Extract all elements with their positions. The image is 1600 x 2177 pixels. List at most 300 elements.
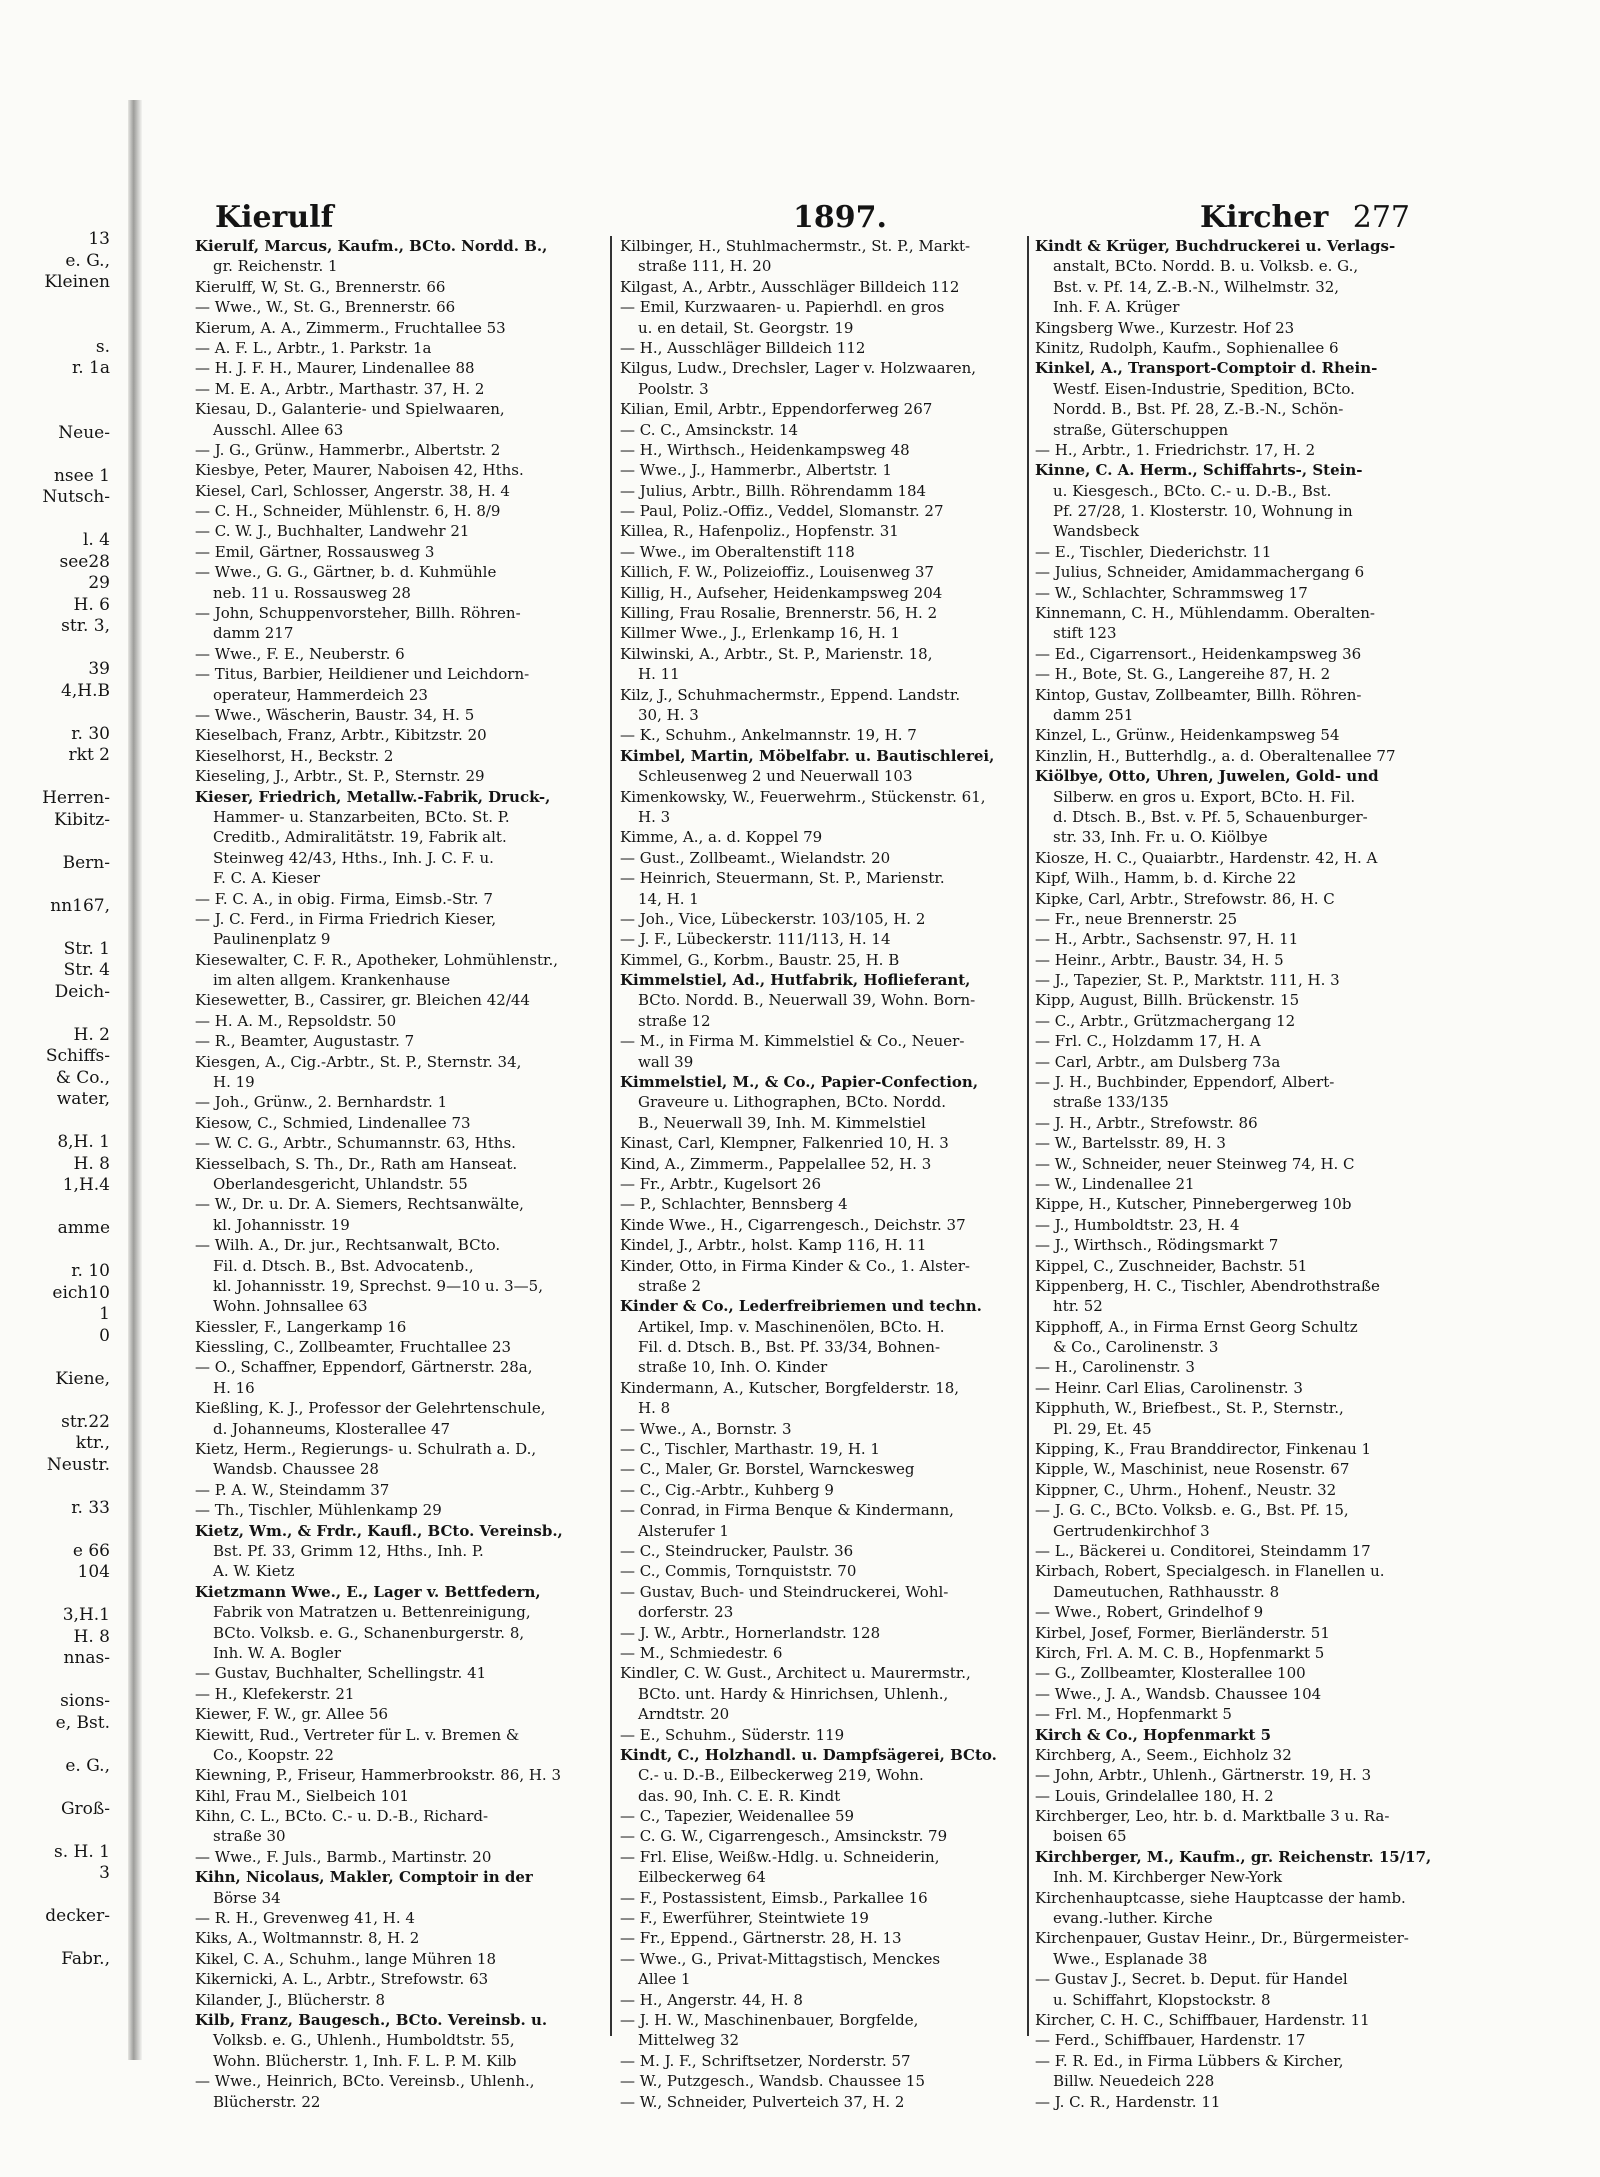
directory-entry: Kiessler, F., Langerkamp 16	[195, 1317, 407, 1336]
previous-page-line: decker-	[45, 1906, 110, 1926]
directory-entry: — Wilh. A., Dr. jur., Rechtsanwalt, BCto.	[195, 1236, 501, 1255]
entry-continuation: Nordd. B., Bst. Pf. 28, Z.-B.-N., Schön-	[1053, 400, 1344, 419]
previous-page-line: Str. 4	[63, 960, 110, 980]
previous-page-line: str. 3,	[61, 616, 110, 636]
directory-entry: Kinne, C. A. Herm., Schiffahrts-, Stein-	[1035, 461, 1363, 480]
header-last-entry: Kircher	[1200, 200, 1329, 235]
previous-page-line: rkt 2	[68, 745, 110, 765]
directory-entry: Kirbach, Robert, Specialgesch. in Flanellen u.	[1035, 1562, 1385, 1581]
directory-entry: Kiks, A., Woltmannstr. 8, H. 2	[195, 1929, 420, 1948]
directory-entry: — H. J. F. H., Maurer, Lindenallee 88	[195, 359, 475, 378]
directory-entry: Kietz, Wm., & Frdr., Kaufl., BCto. Vereinsb.,	[195, 1521, 563, 1540]
directory-entry: — J. W., Arbtr., Hornerlandstr. 128	[620, 1623, 881, 1642]
directory-entry: — H., Wirthsch., Heidenkampsweg 48	[620, 440, 910, 459]
previous-page-line: Herren-	[42, 788, 110, 808]
entry-continuation: Fabrik von Matratzen u. Bettenreinigung,	[213, 1603, 531, 1622]
entry-continuation: H. 3	[638, 807, 671, 826]
entry-continuation: Poolstr. 3	[638, 379, 709, 398]
entry-continuation: Graveure u. Lithographen, BCto. Nordd.	[638, 1093, 947, 1112]
previous-page-line: s.	[95, 336, 110, 357]
entry-list	[620, 236, 1024, 2112]
directory-entry: Kindler, C. W. Gust., Architect u. Maurermstr.,	[620, 1664, 971, 1683]
entry-continuation: operateur, Hammerdeich 23	[213, 685, 428, 704]
directory-entry: — J., Tapezier, St. P., Marktstr. 111, H. 3	[1035, 971, 1340, 990]
page-header	[215, 200, 1410, 240]
directory-entry: Kimmel, G., Korbm., Baustr. 25, H. B	[620, 950, 900, 969]
directory-entry: — F., Postassistent, Eimsb., Parkallee 16	[620, 1888, 928, 1907]
entry-continuation: straße 133/135	[1053, 1093, 1169, 1112]
entry-continuation: Bst. Pf. 33, Grimm 12, Hths., Inh. P.	[213, 1542, 484, 1560]
directory-entry: — Ferd., Schiffbauer, Hardenstr. 17	[1035, 2031, 1306, 2050]
directory-entry: — Joh., Vice, Lübeckerstr. 103/105, H. 2	[620, 909, 926, 928]
directory-entry: — M. J. F., Schriftsetzer, Norderstr. 57	[620, 2051, 911, 2070]
previous-page-line: Bern-	[62, 852, 110, 873]
entry-continuation: F. C. A. Kieser	[213, 869, 321, 888]
page-number: 277	[1352, 200, 1410, 235]
entry-continuation: kl. Johannisstr. 19	[213, 1215, 350, 1234]
directory-entry: — Wwe., A., Bornstr. 3	[620, 1419, 792, 1438]
previous-page-line: r. 30	[71, 723, 110, 744]
directory-entry: Kirbel, Josef, Former, Bierländerstr. 51	[1035, 1623, 1330, 1642]
directory-entry: Kippe, H., Kutscher, Pinnebergerweg 10b	[1035, 1195, 1352, 1214]
previous-page-line: Nutsch-	[42, 487, 110, 507]
directory-entry: Kihn, Nicolaus, Makler, Comptoir in der	[195, 1868, 533, 1887]
previous-page-line: 3	[99, 1863, 110, 1883]
directory-entry: Kiosze, H. C., Quaiarbtr., Hardenstr. 42, H. A	[1035, 848, 1378, 867]
entry-continuation: Blücherstr. 22	[213, 2092, 321, 2111]
previous-page-line: 4,H.B	[61, 680, 110, 701]
entry-continuation: Wandsbeck	[1053, 522, 1139, 541]
previous-page-line: s. H. 1	[54, 1841, 110, 1862]
previous-page-line: Kleinen	[44, 272, 110, 292]
directory-entry: Kippenberg, H. C., Tischler, Abendrothstraße	[1035, 1276, 1380, 1295]
directory-entry: Kieseling, J., Arbtr., St. P., Sternstr. 29	[195, 767, 485, 786]
directory-entry: Kilian, Emil, Arbtr., Eppendorferweg 267	[620, 400, 933, 419]
directory-entry: — P. A. W., Steindamm 37	[195, 1480, 390, 1499]
entry-continuation: im alten allgem. Krankenhause	[213, 971, 451, 990]
previous-page-line: Neustr.	[46, 1454, 110, 1475]
directory-entry: — W., Lindenallee 21	[1035, 1174, 1195, 1193]
previous-page-line: 104	[77, 1562, 110, 1582]
directory-entry: — Emil, Gärtner, Rossausweg 3	[195, 542, 435, 561]
entry-continuation: H. 11	[638, 665, 680, 684]
directory-entry: — J. H., Arbtr., Strefowstr. 86	[1035, 1113, 1258, 1132]
directory-entry: — Wwe., G. G., Gärtner, b. d. Kuhmühle	[195, 563, 497, 582]
header-first-entry: Kierulf	[215, 200, 334, 235]
entry-continuation: Dameutuchen, Rathhausstr. 8	[1053, 1582, 1280, 1601]
entry-continuation: Steinweg 42/43, Hths., Inh. J. C. F. u.	[213, 848, 494, 867]
directory-entry: — W., Putzgesch., Wandsb. Chaussee 15	[620, 2072, 925, 2091]
entry-continuation: Billw. Neuedeich 228	[1053, 2072, 1215, 2091]
directory-entry: — A. F. L., Arbtr., 1. Parkstr. 1a	[195, 338, 432, 357]
previous-page-line: see28	[59, 551, 110, 572]
directory-entry: — Gustav, Buch- und Steindruckerei, Wohl-	[620, 1582, 949, 1601]
previous-page-line: e, Bst.	[55, 1712, 110, 1733]
directory-entry: — W., Bartelsstr. 89, H. 3	[1035, 1134, 1226, 1153]
previous-page-line: Neue-	[58, 422, 110, 443]
directory-entry: — J. H., Buchbinder, Eppendorf, Albert-	[1035, 1073, 1335, 1092]
directory-entry: Kilgus, Ludw., Drechsler, Lager v. Holzwaaren,	[620, 359, 977, 378]
directory-entry: — Wwe., F. E., Neuberstr. 6	[195, 644, 405, 663]
entry-continuation: d. Johanneums, Klosterallee 47	[213, 1419, 451, 1438]
column-3	[1035, 236, 1440, 2111]
previous-page-line: Kibitz-	[54, 809, 110, 830]
directory-entry: — C., Arbtr., Grützmachergang 12	[1035, 1011, 1296, 1030]
directory-entry: Kircher, C. H. C., Schiffbauer, Hardenstr. 11	[1035, 2010, 1370, 2029]
directory-entry: Kimmelstiel, M., & Co., Papier-Confection,	[620, 1073, 979, 1092]
directory-entry: — H., Angerstr. 44, H. 8	[620, 1990, 803, 2009]
entry-continuation: gr. Reichenstr. 1	[213, 257, 338, 276]
directory-entry: Killing, Frau Rosalie, Brennerstr. 56, H. 2	[620, 604, 938, 623]
directory-entry: — Titus, Barbier, Heildiener und Leichdorn-	[195, 665, 530, 684]
directory-entry: — C. G. W., Cigarrengesch., Amsinckstr. 79	[620, 1827, 948, 1846]
directory-entry: — H., Ausschläger Billdeich 112	[620, 338, 866, 357]
directory-entry: Kietzmann Wwe., E., Lager v. Bettfedern,	[195, 1582, 541, 1601]
column-divider	[1027, 236, 1029, 2036]
directory-entry: — C. W. J., Buchhalter, Landwehr 21	[195, 522, 470, 541]
directory-entry: Kirch & Co., Hopfenmarkt 5	[1035, 1725, 1272, 1744]
directory-entry: — Gust., Zollbeamt., Wielandstr. 20	[620, 848, 891, 867]
directory-entry: Kimenkowsky, W., Feuerwehrm., Stückenstr. 61,	[620, 787, 986, 806]
directory-entry: Kimbel, Martin, Möbelfabr. u. Bautischlerei,	[620, 746, 995, 765]
entry-continuation: Wandsb. Chaussee 28	[213, 1460, 379, 1479]
directory-entry: — F., Ewerführer, Steintwiete 19	[620, 1909, 869, 1928]
entry-continuation: BCto. Nordd. B., Neuerwall 39, Wohn. Born-	[638, 991, 976, 1010]
directory-entry: Kinder, Otto, in Firma Kinder & Co., 1. Alster-	[620, 1256, 970, 1275]
entry-continuation: H. 8	[638, 1399, 671, 1418]
directory-entry: — J., Humboldtstr. 23, H. 4	[1035, 1215, 1240, 1234]
directory-entry: Kießling, K. J., Professor der Gelehrtenschule,	[195, 1399, 546, 1418]
directory-entry: Kirchberg, A., Seem., Eichholz 32	[1035, 1745, 1292, 1764]
directory-entry: Kipf, Wilh., Hamm, b. d. Kirche 22	[1035, 869, 1297, 888]
directory-entry: Kilwinski, A., Arbtr., St. P., Marienstr. 18,	[620, 644, 933, 663]
directory-entry: — E., Schuhm., Süderstr. 119	[620, 1725, 845, 1744]
directory-entry: — Wwe., F. Juls., Barmb., Martinstr. 20	[195, 1847, 492, 1866]
entry-continuation: Westf. Eisen-Industrie, Spedition, BCto.	[1053, 379, 1355, 398]
entry-continuation: anstalt, BCto. Nordd. B. u. Volksb. e. G.,	[1053, 257, 1359, 276]
entry-continuation: Pl. 29, Et. 45	[1053, 1419, 1152, 1438]
directory-entry: Kikel, C. A., Schuhm., lange Mühren 18	[195, 1949, 496, 1968]
entry-continuation: Inh. M. Kirchberger New-York	[1053, 1868, 1283, 1887]
directory-entry: Kindt, C., Holzhandl. u. Dampfsägerei, BCto.	[620, 1745, 997, 1764]
directory-entry: — Wwe., im Oberaltenstift 118	[620, 542, 855, 561]
directory-entry: — W. C. G., Arbtr., Schumannstr. 63, Hths.	[195, 1134, 516, 1153]
entry-continuation: H. 16	[213, 1378, 255, 1397]
directory-entry: — Fr., Eppend., Gärtnerstr. 28, H. 13	[620, 1929, 902, 1948]
previous-page-line: r. 10	[71, 1261, 110, 1281]
entry-continuation: htr. 52	[1053, 1297, 1103, 1316]
entry-continuation: straße 10, Inh. O. Kinder	[638, 1358, 828, 1377]
directory-entry: — Paul, Poliz.-Offiz., Veddel, Slomanstr. 27	[620, 502, 944, 521]
directory-entry: — H. A. M., Repsoldstr. 50	[195, 1011, 397, 1030]
directory-entry: — H., Arbtr., Sachsenstr. 97, H. 11	[1035, 930, 1299, 949]
directory-entry: — C., Steindrucker, Paulstr. 36	[620, 1542, 854, 1560]
entry-continuation: Paulinenplatz 9	[213, 930, 331, 949]
directory-entry: — Heinr., Arbtr., Baustr. 34, H. 5	[1035, 950, 1284, 969]
entry-continuation: Wwe., Esplanade 38	[1053, 1949, 1208, 1968]
previous-page-edge	[0, 110, 128, 2040]
entry-continuation: wall 39	[638, 1052, 694, 1071]
entry-continuation: Inh. W. A. Bogler	[213, 1643, 341, 1662]
entry-continuation: Börse 34	[213, 1888, 281, 1907]
directory-entry: — C. C., Amsinckstr. 14	[620, 420, 799, 439]
previous-page-line: str.22	[61, 1411, 110, 1432]
directory-entry: Kipke, Carl, Arbtr., Strefowstr. 86, H. C	[1035, 889, 1335, 908]
entry-continuation: u. Kiesgesch., BCto. C.- u. D.-B., Bst.	[1053, 481, 1332, 500]
directory-entry: — Wwe., Robert, Grindelhof 9	[1035, 1603, 1264, 1622]
previous-page-line: r. 33	[71, 1497, 110, 1518]
entry-continuation: damm 217	[213, 624, 294, 643]
previous-page-line: nn167,	[50, 895, 110, 916]
directory-entry: — Frl. M., Hopfenmarkt 5	[1035, 1705, 1232, 1724]
column-divider	[610, 236, 612, 2036]
previous-page-line: sions-	[60, 1691, 110, 1711]
previous-page-line: nnas-	[63, 1648, 110, 1668]
directory-entry: — H., Bote, St. G., Langereihe 87, H. 2	[1035, 665, 1331, 684]
directory-entry: — Wwe., J., Hammerbr., Albertstr. 1	[620, 461, 892, 480]
entry-continuation: stift 123	[1053, 624, 1117, 643]
directory-entry: Killig, H., Aufseher, Heidenkampsweg 204	[620, 583, 943, 602]
directory-entry: Kinzel, L., Grünw., Heidenkampsweg 54	[1035, 726, 1340, 745]
directory-entry: — W., Schneider, Pulverteich 37, H. 2	[620, 2092, 905, 2111]
entry-continuation: Allee 1	[638, 1970, 691, 1989]
entry-continuation: Eilbeckerweg 64	[638, 1868, 766, 1887]
directory-entry: — J., Wirthsch., Rödingsmarkt 7	[1035, 1236, 1279, 1255]
directory-entry: — Carl, Arbtr., am Dulsberg 73a	[1035, 1052, 1281, 1071]
directory-entry: Kindermann, A., Kutscher, Borgfelderstr. 18,	[620, 1378, 960, 1397]
directory-entry: Kilgast, A., Arbtr., Ausschläger Billdeich 112	[620, 277, 960, 296]
directory-entry: Kimme, A., a. d. Koppel 79	[620, 828, 823, 847]
directory-entry: Kierulf, Marcus, Kaufm., BCto. Nordd. B.,	[195, 237, 548, 255]
entry-continuation: A. W. Kietz	[213, 1562, 295, 1581]
entry-list	[1035, 236, 1440, 2112]
directory-entry: Kieser, Friedrich, Metallw.-Fabrik, Druck-,	[195, 787, 551, 806]
previous-page-line: H. 6	[73, 594, 110, 615]
previous-page-line: 1	[99, 1304, 110, 1324]
directory-entry: Kimmelstiel, Ad., Hutfabrik, Hoflieferant,	[620, 971, 971, 990]
previous-page-line: ktr.,	[75, 1433, 110, 1453]
directory-entry: Kiesbye, Peter, Maurer, Naboisen 42, Hths.	[195, 461, 524, 480]
entry-continuation: u. Schiffahrt, Klopstockstr. 8	[1053, 1990, 1271, 2009]
previous-page-line: e 66	[72, 1540, 110, 1561]
previous-page-line: H. 8	[73, 1626, 110, 1647]
entry-continuation: Artikel, Imp. v. Maschinenölen, BCto. H.	[638, 1317, 945, 1336]
directory-entry: — F. C. A., in obig. Firma, Eimsb.-Str. 7	[195, 889, 493, 908]
directory-entry: Kieselbach, Franz, Arbtr., Kibitzstr. 20	[195, 726, 487, 745]
entry-continuation: neb. 11 u. Rossausweg 28	[213, 583, 411, 602]
entry-list	[195, 236, 603, 2112]
entry-continuation: d. Dtsch. B., Bst. v. Pf. 5, Schauenburger-	[1053, 807, 1368, 826]
directory-entry: — Heinrich, Steuermann, St. P., Marienstr.	[620, 869, 945, 888]
directory-entry: — H., Carolinenstr. 3	[1035, 1358, 1195, 1377]
entry-continuation: straße 30	[213, 1827, 286, 1846]
directory-entry: Kirchenpauer, Gustav Heinr., Dr., Bürgermeister-	[1035, 1929, 1409, 1948]
entry-continuation: evang.-luther. Kirche	[1053, 1909, 1213, 1928]
entry-continuation: Co., Koopstr. 22	[213, 1745, 334, 1764]
entry-continuation: dorferstr. 23	[638, 1603, 734, 1622]
entry-continuation: Volksb. e. G., Uhlenh., Humboldtstr. 55,	[213, 2031, 515, 2050]
directory-entry: Kiesel, Carl, Schlosser, Angerstr. 38, H. 4	[195, 481, 510, 500]
directory-entry: Kinast, Carl, Klempner, Falkenried 10, H. 3	[620, 1134, 949, 1153]
directory-entry: — J. F., Lübeckerstr. 111/113, H. 14	[620, 930, 891, 949]
directory-entry: Killich, F. W., Polizeioffiz., Louisenweg 37	[620, 563, 934, 582]
entry-continuation: Mittelweg 32	[638, 2031, 740, 2050]
entry-continuation: Alsterufer 1	[638, 1521, 729, 1540]
directory-entry: — H., Klefekerstr. 21	[195, 1684, 355, 1703]
entry-continuation: Hammer- u. Stanzarbeiten, BCto. St. P.	[213, 807, 510, 826]
directory-entry: — R. H., Grevenweg 41, H. 4	[195, 1909, 415, 1928]
directory-entry: — Conrad, in Firma Benque & Kindermann,	[620, 1501, 954, 1520]
previous-page-line: nsee 1	[53, 465, 110, 486]
directory-entry: — E., Tischler, Diederichstr. 11	[1035, 542, 1272, 561]
directory-entry: Kiessling, C., Zollbeamter, Fruchtallee 23	[195, 1338, 512, 1357]
directory-entry: Kingsberg Wwe., Kurzestr. Hof 23	[1035, 318, 1295, 337]
directory-entry: — Wwe., Wäscherin, Baustr. 34, H. 5	[195, 705, 475, 724]
directory-entry: Kihn, C. L., BCto. C.- u. D.-B., Richard-	[195, 1807, 489, 1826]
previous-page-line: l. 4	[82, 530, 110, 550]
entry-continuation: Fil. d. Dtsch. B., Bst. Advocatenb.,	[213, 1256, 474, 1275]
directory-entry: Kirch, Frl. A. M. C. B., Hopfenmarkt 5	[1035, 1643, 1325, 1662]
directory-entry: — R., Beamter, Augustastr. 7	[195, 1032, 415, 1051]
directory-entry: Kilz, J., Schuhmachermstr., Eppend. Landstr.	[620, 685, 961, 704]
directory-entry: Kikernicki, A. L., Arbtr., Strefowstr. 63	[195, 1970, 489, 1989]
directory-entry: Killmer Wwe., J., Erlenkamp 16, H. 1	[620, 624, 901, 643]
directory-entry: Kiesewetter, B., Cassirer, gr. Bleichen 42/44	[195, 991, 530, 1010]
previous-page-line: e. G.,	[65, 1755, 110, 1776]
entry-continuation: straße 111, H. 20	[638, 257, 772, 276]
directory-entry: — J. G., Grünw., Hammerbr., Albertstr. 2	[195, 440, 501, 459]
entry-continuation: das. 90, Inh. C. E. R. Kindt	[638, 1786, 841, 1805]
previous-page-line: eich10	[52, 1282, 110, 1303]
entry-continuation: Arndtstr. 20	[638, 1705, 730, 1724]
previous-page-line: 8,H. 1	[57, 1132, 110, 1152]
directory-entry: Kinitz, Rudolph, Kaufm., Sophienallee 6	[1035, 338, 1339, 357]
directory-entry: Kintop, Gustav, Zollbeamter, Billh. Röhren-	[1035, 685, 1362, 704]
directory-entry: — Louis, Grindelallee 180, H. 2	[1035, 1786, 1274, 1805]
directory-entry: — W., Schlachter, Schrammsweg 17	[1035, 583, 1308, 602]
book-gutter	[128, 100, 142, 2060]
entry-continuation: Ausschl. Allee 63	[213, 420, 344, 439]
previous-page-line: 39	[88, 659, 110, 679]
directory-entry: — K., Schuhm., Ankelmannstr. 19, H. 7	[620, 726, 917, 745]
directory-entry: Kihl, Frau M., Sielbeich 101	[195, 1786, 410, 1805]
directory-entry: — W., Dr. u. Dr. A. Siemers, Rechtsanwälte,	[195, 1195, 524, 1214]
entry-continuation: u. en detail, St. Georgstr. 19	[638, 318, 854, 337]
entry-continuation: H. 19	[213, 1073, 255, 1092]
previous-page-line: water,	[56, 1089, 110, 1109]
directory-entry: Kinnemann, C. H., Mühlendamm. Oberalten-	[1035, 604, 1375, 623]
previous-page-line: 3,H.1	[62, 1605, 110, 1625]
directory-entry: — J. C. R., Hardenstr. 11	[1035, 2092, 1221, 2111]
entry-continuation: Schleusenweg 2 und Neuerwall 103	[638, 767, 913, 786]
entry-continuation: Fil. d. Dtsch. B., Bst. Pf. 33/34, Bohnen-	[638, 1338, 941, 1357]
previous-page-line: Str. 1	[63, 938, 110, 959]
entry-continuation: straße 2	[638, 1276, 702, 1295]
directory-entry: Kinkel, A., Transport-Comptoir d. Rhein-	[1035, 359, 1378, 378]
directory-entry: Kipphoff, A., in Firma Ernst Georg Schultz	[1035, 1317, 1358, 1336]
entry-continuation: boisen 65	[1053, 1827, 1127, 1846]
directory-entry: Kierum, A. A., Zimmerm., Fruchtallee 53	[195, 318, 506, 337]
directory-entry: Kippner, C., Uhrm., Hohenf., Neustr. 32	[1035, 1480, 1337, 1499]
directory-entry: Kinzlin, H., Butterhdlg., a. d. Oberaltenallee 77	[1035, 746, 1396, 765]
header-year: 1897.	[793, 200, 887, 235]
directory-entry: — M., in Firma M. Kimmelstiel & Co., Neuer-	[620, 1032, 965, 1051]
previous-page-line: 13	[88, 229, 110, 249]
directory-entry: Kiewer, F. W., gr. Allee 56	[195, 1705, 389, 1724]
directory-entry: Kindt & Krüger, Buchdruckerei u. Verlags-	[1035, 237, 1396, 255]
previous-page-line: 29	[88, 573, 110, 593]
directory-entry: Kierulff, W, St. G., Brennerstr. 66	[195, 277, 446, 296]
entry-continuation: C.- u. D.-B., Eilbeckerweg 219, Wohn.	[638, 1766, 924, 1785]
directory-entry: Kiesow, C., Schmied, Lindenallee 73	[195, 1113, 471, 1132]
directory-entry: — C. H., Schneider, Mühlenstr. 6, H. 8/9	[195, 502, 501, 521]
previous-page-line: amme	[57, 1218, 110, 1238]
previous-page-line: Fabr.,	[61, 1949, 110, 1969]
previous-page-line: r. 1a	[71, 358, 110, 378]
directory-entry: Killea, R., Hafenpoliz., Hopfenstr. 31	[620, 522, 899, 541]
directory-entry: — J. H. W., Maschinenbauer, Borgfelde,	[620, 2010, 919, 2029]
directory-entry: — C., Tischler, Marthastr. 19, H. 1	[620, 1440, 880, 1459]
entry-continuation: Pf. 27/28, 1. Klosterstr. 10, Wohnung in	[1053, 502, 1353, 521]
directory-entry: — G., Zollbeamter, Klosterallee 100	[1035, 1664, 1306, 1683]
entry-continuation: Oberlandesgericht, Uhlandstr. 55	[213, 1174, 468, 1193]
directory-entry: — John, Arbtr., Uhlenh., Gärtnerstr. 19, H. 3	[1035, 1766, 1372, 1785]
previous-page-line: H. 2	[73, 1024, 110, 1045]
previous-page-line: 1,H.4	[62, 1175, 110, 1195]
directory-entry: — Frl. C., Holzdamm 17, H. A	[1035, 1032, 1261, 1051]
directory-entry: Kirchberger, M., Kaufm., gr. Reichenstr. 15/17,	[1035, 1847, 1432, 1866]
entry-continuation: Wohn. Johnsallee 63	[213, 1297, 368, 1316]
directory-entry: — Fr., Arbtr., Kugelsort 26	[620, 1174, 822, 1193]
entry-continuation: Creditb., Admiralitätstr. 19, Fabrik alt.	[213, 828, 507, 847]
directory-entry: Kindel, J., Arbtr., holst. Kamp 116, H. 11	[620, 1236, 927, 1255]
entry-continuation: B., Neuerwall 39, Inh. M. Kimmelstiel	[638, 1113, 926, 1132]
directory-entry: — C., Tapezier, Weidenallee 59	[620, 1807, 855, 1826]
entry-continuation: Bst. v. Pf. 14, Z.-B.-N., Wilhelmstr. 32,	[1053, 277, 1340, 296]
directory-entry: Kipping, K., Frau Branddirector, Finkenau 1	[1035, 1440, 1372, 1459]
directory-entry: Kiölbye, Otto, Uhren, Juwelen, Gold- und	[1035, 767, 1379, 786]
directory-entry: Kipp, August, Billh. Brückenstr. 15	[1035, 991, 1300, 1010]
directory-entry: Kiesewalter, C. F. R., Apotheker, Lohmühlenstr.,	[195, 950, 559, 969]
directory-entry: — J. C. Ferd., in Firma Friedrich Kieser,	[195, 909, 497, 928]
directory-entry: — M., Schmiedestr. 6	[620, 1643, 783, 1662]
directory-entry: Kirchberger, Leo, htr. b. d. Marktballe 3 u. Ra-	[1035, 1807, 1390, 1826]
entry-continuation: Inh. F. A. Krüger	[1053, 298, 1180, 317]
directory-entry: — W., Schneider, neuer Steinweg 74, H. C	[1035, 1154, 1355, 1173]
directory-entry: — J. G. C., BCto. Volksb. e. G., Bst. Pf. 15,	[1035, 1501, 1349, 1520]
entry-continuation: kl. Johannisstr. 19, Sprechst. 9—10 u. 3—5,	[213, 1276, 543, 1295]
directory-entry: — C., Maler, Gr. Borstel, Warnckesweg	[620, 1460, 915, 1479]
directory-entry: — C., Cig.-Arbtr., Kuhberg 9	[620, 1480, 834, 1499]
entry-continuation: damm 251	[1053, 705, 1134, 724]
entry-continuation: str. 33, Inh. Fr. u. O. Kiölbye	[1053, 828, 1268, 847]
previous-page-line: e. G.,	[65, 250, 110, 271]
directory-entry: — F. R. Ed., in Firma Lübbers & Kircher,	[1035, 2051, 1344, 2070]
directory-entry: Kiesau, D., Galanterie- und Spielwaaren,	[195, 400, 505, 419]
directory-entry: Kilbinger, H., Stuhlmachermstr., St. P., Markt-	[620, 237, 971, 255]
directory-entry: Kiesselbach, S. Th., Dr., Rath am Hanseat.	[195, 1154, 518, 1173]
entry-continuation: straße, Güterschuppen	[1053, 420, 1229, 439]
entry-continuation: straße 12	[638, 1011, 711, 1030]
directory-entry: Kippel, C., Zuschneider, Bachstr. 51	[1035, 1256, 1308, 1275]
directory-entry: — Wwe., W., St. G., Brennerstr. 66	[195, 298, 456, 317]
directory-entry: Kietz, Herm., Regierungs- u. Schulrath a. D.,	[195, 1440, 537, 1459]
directory-entry: Kinde Wwe., H., Cigarrengesch., Deichstr. 37	[620, 1215, 966, 1234]
entry-continuation: & Co., Carolinenstr. 3	[1053, 1338, 1219, 1357]
directory-entry: Kieselhorst, H., Beckstr. 2	[195, 746, 394, 765]
directory-entry: Kilander, J., Blücherstr. 8	[195, 1990, 386, 2009]
directory-entry: — M. E. A., Arbtr., Marthastr. 37, H. 2	[195, 379, 485, 398]
